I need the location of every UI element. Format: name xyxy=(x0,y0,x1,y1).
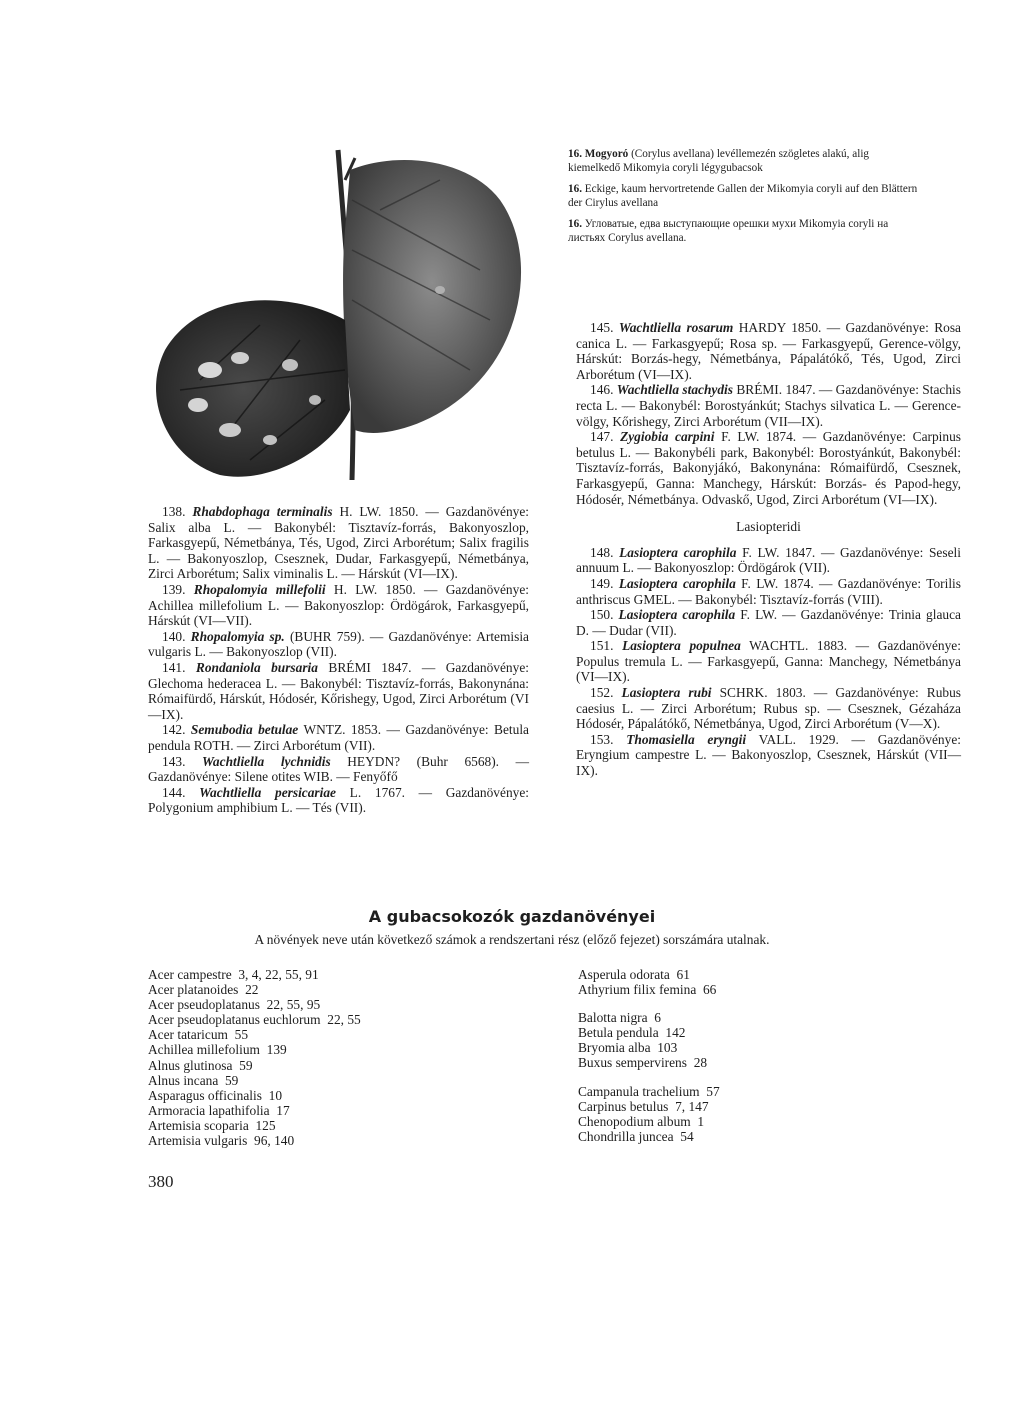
plant-name: Alnus glutinosa xyxy=(148,1057,233,1073)
index-entry xyxy=(148,1073,361,1088)
entry-text: (BUHR 759). — Gazdanövénye: Artemisia vulgaris L. — Bakonyoszlop (VII). xyxy=(148,628,529,660)
entry-text: L. 1767. — Gazdanövénye: Polygonium amphibium L. — Tés (VII). xyxy=(148,784,530,816)
reference-numbers: 3, 4, 22, 55, 91 xyxy=(238,967,319,982)
reference-numbers: 22, 55, 95 xyxy=(266,997,321,1013)
caption-hungarian xyxy=(568,148,920,175)
species-name: Lasioptera carophila xyxy=(618,575,736,591)
index-entry xyxy=(148,1088,361,1103)
index-entry xyxy=(578,967,720,982)
reference-numbers: 22, 55 xyxy=(327,1012,361,1028)
reference-numbers: 139 xyxy=(266,1042,287,1058)
plant-name: Balotta nigra xyxy=(578,1010,648,1026)
entry-text: F. LW. 1874. — Gazdanövénye: Carpinus betulus L. — Bakonybéli park, Bakonybél: Borostyánkút, Bakonybél: Tisztavíz-forrás, Bakonyjákó, Bakonynána: Rómaifürdő, Csesznek, Farkasgyepű, Ganna: Manchegy, Hárskút: Borzás- és Papod-hegy, Hódosér, Németbánya. Odvaskő, Ugod, Zirci Arborétum (VI—IX). xyxy=(576,429,961,507)
species-name: Lasioptera carophila xyxy=(619,544,737,560)
index-entry xyxy=(578,1114,720,1129)
reference-numbers: 142 xyxy=(665,1025,686,1041)
entry-text: H. LW. 1850. — Gazdanövénye: Salix alba L. — Bakonybél: Tisztavíz-forrás, Bakonyoszlop, Farkasgyepű, Németbánya, Tés, Ugod, Zirci Arborétum; Salix fragilis L. — Bakonyoszlop, Csesznek, Dudar, Farkasgyepű, Németbánya, Zirci Arborétum; Salix viminalis L. — Hárskút (VI—IX). xyxy=(148,504,529,582)
plant-name: Buxus sempervirens xyxy=(578,1055,687,1071)
species-name: Lasioptera populnea xyxy=(622,638,741,654)
index-entry xyxy=(578,1129,720,1144)
species-entry xyxy=(148,629,529,660)
caption-de-text: Eckige, kaum hervortretende Gallen der Mikomyia coryli auf den Blättern der Cirylus avellana xyxy=(568,183,918,209)
species-entry xyxy=(148,582,529,629)
photo-caption xyxy=(568,148,920,253)
species-entry xyxy=(576,685,961,732)
index-entry xyxy=(148,967,361,982)
entry-number: 150. xyxy=(590,607,614,623)
reference-numbers: 22 xyxy=(245,982,259,998)
reference-numbers: 103 xyxy=(657,1040,678,1056)
species-name: Wachtliella lychnidis xyxy=(202,753,331,769)
entry-number: 149. xyxy=(590,575,614,591)
plant-name: Artemisia scoparia xyxy=(148,1117,249,1133)
species-name: Rhopalomyia millefolii xyxy=(193,581,326,597)
plant-name: Carpinus betulus xyxy=(578,1098,669,1114)
index-entry xyxy=(578,1084,720,1099)
caption-hu-bold: Mogyoró xyxy=(584,148,629,160)
reference-numbers: 28 xyxy=(693,1055,708,1071)
species-group-wachtliella xyxy=(576,320,961,507)
plant-name: Armoracia lapathifolia xyxy=(148,1102,270,1118)
species-entry xyxy=(148,660,529,722)
index-entry xyxy=(148,1118,361,1133)
species-name: Zygiobia carpini xyxy=(620,429,715,445)
plant-name: Chondrilla juncea xyxy=(578,1128,674,1144)
entry-number: 151. xyxy=(590,638,614,654)
entry-number: 141. xyxy=(162,659,186,675)
entry-number: 144. xyxy=(162,784,186,800)
page-number: 380 xyxy=(148,1172,174,1191)
reference-numbers: 59 xyxy=(224,1072,239,1088)
index-title: A gubacsokozók gazdanövényei xyxy=(368,907,656,926)
entry-text: BRÉMI. 1847. — Gazdanövénye: Stachis recta L. — Bakonybél: Borostyánkút; Stachys silvatica L. — Gerence-völgy, Kőrishegy, Zirci Arborétum (VII—IX). xyxy=(576,382,961,429)
species-entry xyxy=(576,429,961,507)
index-subtitle: A növények neve után következő számok a rendszertani rész (előző fejezet) sorszámára utalnak. xyxy=(254,932,770,947)
species-name: Lasioptera carophila xyxy=(618,607,736,623)
entry-number: 138. xyxy=(162,504,186,519)
species-entry xyxy=(576,576,961,607)
index-entry xyxy=(148,1103,361,1118)
entry-text: F. LW. — Gazdanövénye: Trinia glauca D. — Dudar (VII). xyxy=(576,607,961,638)
species-entry xyxy=(148,754,529,785)
species-name: Lasioptera rubi xyxy=(621,685,712,701)
entry-text: HEYDN? (Buhr 6568). — Gazdanövénye: Silene otites WIB. — Fenyőfő xyxy=(148,753,529,785)
entry-number: 147. xyxy=(590,429,614,445)
entry-number: 148. xyxy=(590,544,614,560)
entry-text: VALL. 1929. — Gazdanövénye: Eryngium campestre L. — Bakonyoszlop, Csesznek, Hárskút (VII—IX). xyxy=(576,731,961,779)
species-list-left xyxy=(148,504,529,816)
species-entry xyxy=(148,504,529,582)
species-group-lasiopteridi xyxy=(576,545,961,779)
species-entry xyxy=(148,785,529,816)
species-name: Rhabdophaga terminalis xyxy=(192,504,333,519)
index-entry xyxy=(578,1040,720,1055)
caption-de-number: 16. xyxy=(568,183,582,195)
index-entry xyxy=(148,1012,361,1027)
index-entry xyxy=(578,1099,720,1114)
leaf-photo xyxy=(140,140,560,486)
entry-text: WACHTL. 1883. — Gazdanövénye: Populus tremula L. — Farkasgyepű, Ganna: Manchegy, Németbánya (VI—IX). xyxy=(576,638,961,685)
reference-numbers: 10 xyxy=(268,1087,283,1103)
entry-number: 153. xyxy=(590,731,614,747)
entry-text: F. LW. 1874. — Gazdanövénye: Torilis anthriscus GMEL. — Bakonybél: Tisztavíz-forrás (VIII). xyxy=(576,575,961,607)
species-entry xyxy=(576,638,961,685)
index-group-gap xyxy=(578,1071,720,1084)
plant-name: Asparagus officinalis xyxy=(148,1087,262,1103)
reference-numbers: 57 xyxy=(706,1083,720,1099)
species-entry xyxy=(576,382,961,429)
species-name: Wachtliella persicariae xyxy=(199,784,337,800)
index-group-gap xyxy=(578,997,720,1010)
caption-hu-number: 16. xyxy=(568,148,582,160)
entry-number: 143. xyxy=(162,753,186,769)
plant-name: Achillea millefolium xyxy=(148,1042,260,1058)
reference-numbers: 17 xyxy=(276,1102,290,1118)
reference-numbers: 66 xyxy=(702,982,717,998)
plant-name: Acer campestre xyxy=(148,967,232,982)
entry-text: BRÉMI 1847. — Gazdanövénye: Glechoma hederacea L. — Bakonybél: Tisztavíz-forrás, Bakonynána: Rómaifürdő, Hárskút, Hódosér, Kőrishegy, Ugod, Zirci Arborétum (VI—IX). xyxy=(148,659,529,722)
index-entry xyxy=(578,1010,720,1025)
index-entry xyxy=(148,1133,361,1148)
species-name: Semubodia betulae xyxy=(190,722,299,738)
species-name: Rondaniola bursaria xyxy=(195,659,318,675)
entry-text: SCHRK. 1803. — Gazdanövénye: Rubus caesius L. — Zirci Arborétum; Rubus sp. — Csesznek, Gézaháza Hódosér, Pápalátókő, Németbánya, Ugod, Zirci Arborétum (V—X). xyxy=(576,685,961,732)
entry-number: 152. xyxy=(590,685,614,701)
index-entry xyxy=(148,997,361,1012)
index-entry xyxy=(148,982,361,997)
plant-name: Acer pseudoplatanus euchlorum xyxy=(148,1012,321,1028)
entry-number: 146. xyxy=(590,382,614,398)
index-entry xyxy=(148,1027,361,1042)
entry-text: HARDY 1850. — Gazdanövénye: Rosa canica L. — Farkasgyepű; Rosa sp. — Farkasgyepű, Gerence-völgy, Hárskút: Borzás-hegy, Németbánya, Pápalátókő, Tés, Ugod, Zirci Arborétum (VI—IX). xyxy=(576,320,961,382)
species-entry xyxy=(576,320,961,382)
reference-numbers: 6 xyxy=(654,1010,661,1026)
index-entry xyxy=(578,982,720,997)
species-entry xyxy=(148,722,529,753)
entry-number: 140. xyxy=(162,628,186,644)
plant-name: Alnus incana xyxy=(148,1072,219,1088)
plant-name: Athyrium filix femina xyxy=(578,982,697,998)
species-name: Rhopalomyia sp. xyxy=(190,628,285,644)
reference-numbers: 1 xyxy=(697,1113,705,1129)
plant-name: Chenopodium album xyxy=(578,1113,691,1129)
reference-numbers: 96, 140 xyxy=(254,1133,295,1149)
species-name: Wachtliella rosarum xyxy=(618,320,734,335)
entry-text: F. LW. 1847. — Gazdanövénye: Seseli annuum L. — Bakonyoszlop: Ördögárok (VII). xyxy=(576,544,961,576)
species-entry xyxy=(576,545,961,576)
caption-german xyxy=(568,183,920,210)
entry-text: H. LW. 1850. — Gazdanövénye: Achillea millefolium L. — Bakonyoszlop: Ördögárok, Farkasgyepű, Hárskút (VI—VII). xyxy=(148,581,529,629)
section-title-lasiopteridi: Lasiopteridi xyxy=(736,519,801,535)
plant-name: Acer pseudoplatanus xyxy=(148,997,260,1013)
index-entry xyxy=(148,1042,361,1057)
entry-text: WNTZ. 1853. — Gazdanövénye: Betula pendula ROTH. — Zirci Arborétum (VII). xyxy=(148,722,529,753)
plant-name: Asperula odorata xyxy=(578,967,670,982)
reference-numbers: 61 xyxy=(676,967,690,982)
plant-name: Bryomia alba xyxy=(578,1040,651,1056)
plant-name: Acer tataricum xyxy=(148,1027,228,1043)
entry-number: 139. xyxy=(162,581,186,597)
species-name: Wachtliella stachydis xyxy=(616,382,733,398)
plant-name: Acer platanoides xyxy=(148,982,239,998)
caption-ru-number: 16. xyxy=(568,218,582,230)
caption-ru-text: Угловатые, едва выступающие орешки мухи Mikomyia coryli на листьях Corylus avellana. xyxy=(568,218,889,244)
reference-numbers: 125 xyxy=(255,1117,276,1133)
index-entry xyxy=(148,1058,361,1073)
species-entry xyxy=(576,607,961,638)
species-name: Thomasiella eryngii xyxy=(626,731,747,747)
caption-russian xyxy=(568,218,920,245)
reference-numbers: 7, 147 xyxy=(675,1098,709,1114)
reference-numbers: 55 xyxy=(234,1027,249,1043)
entry-number: 145. xyxy=(590,320,614,335)
reference-numbers: 59 xyxy=(239,1057,253,1073)
species-list-right xyxy=(576,320,961,779)
caption-hu-text: (Corylus avellana) levéllemezén szögletes alakú, alig kiemelkedő Mikomyia coryli légygubacsok xyxy=(568,148,870,174)
species-entry xyxy=(576,732,961,779)
plant-name: Betula pendula xyxy=(578,1025,659,1041)
index-entry xyxy=(578,1055,720,1070)
entry-number: 142. xyxy=(162,722,186,738)
index-list-left xyxy=(148,967,361,1148)
index-entry xyxy=(578,1025,720,1040)
index-list-right xyxy=(578,967,720,1144)
plant-name: Campanula trachelium xyxy=(578,1083,700,1099)
plant-name: Artemisia vulgaris xyxy=(148,1133,248,1149)
reference-numbers: 54 xyxy=(680,1128,694,1144)
